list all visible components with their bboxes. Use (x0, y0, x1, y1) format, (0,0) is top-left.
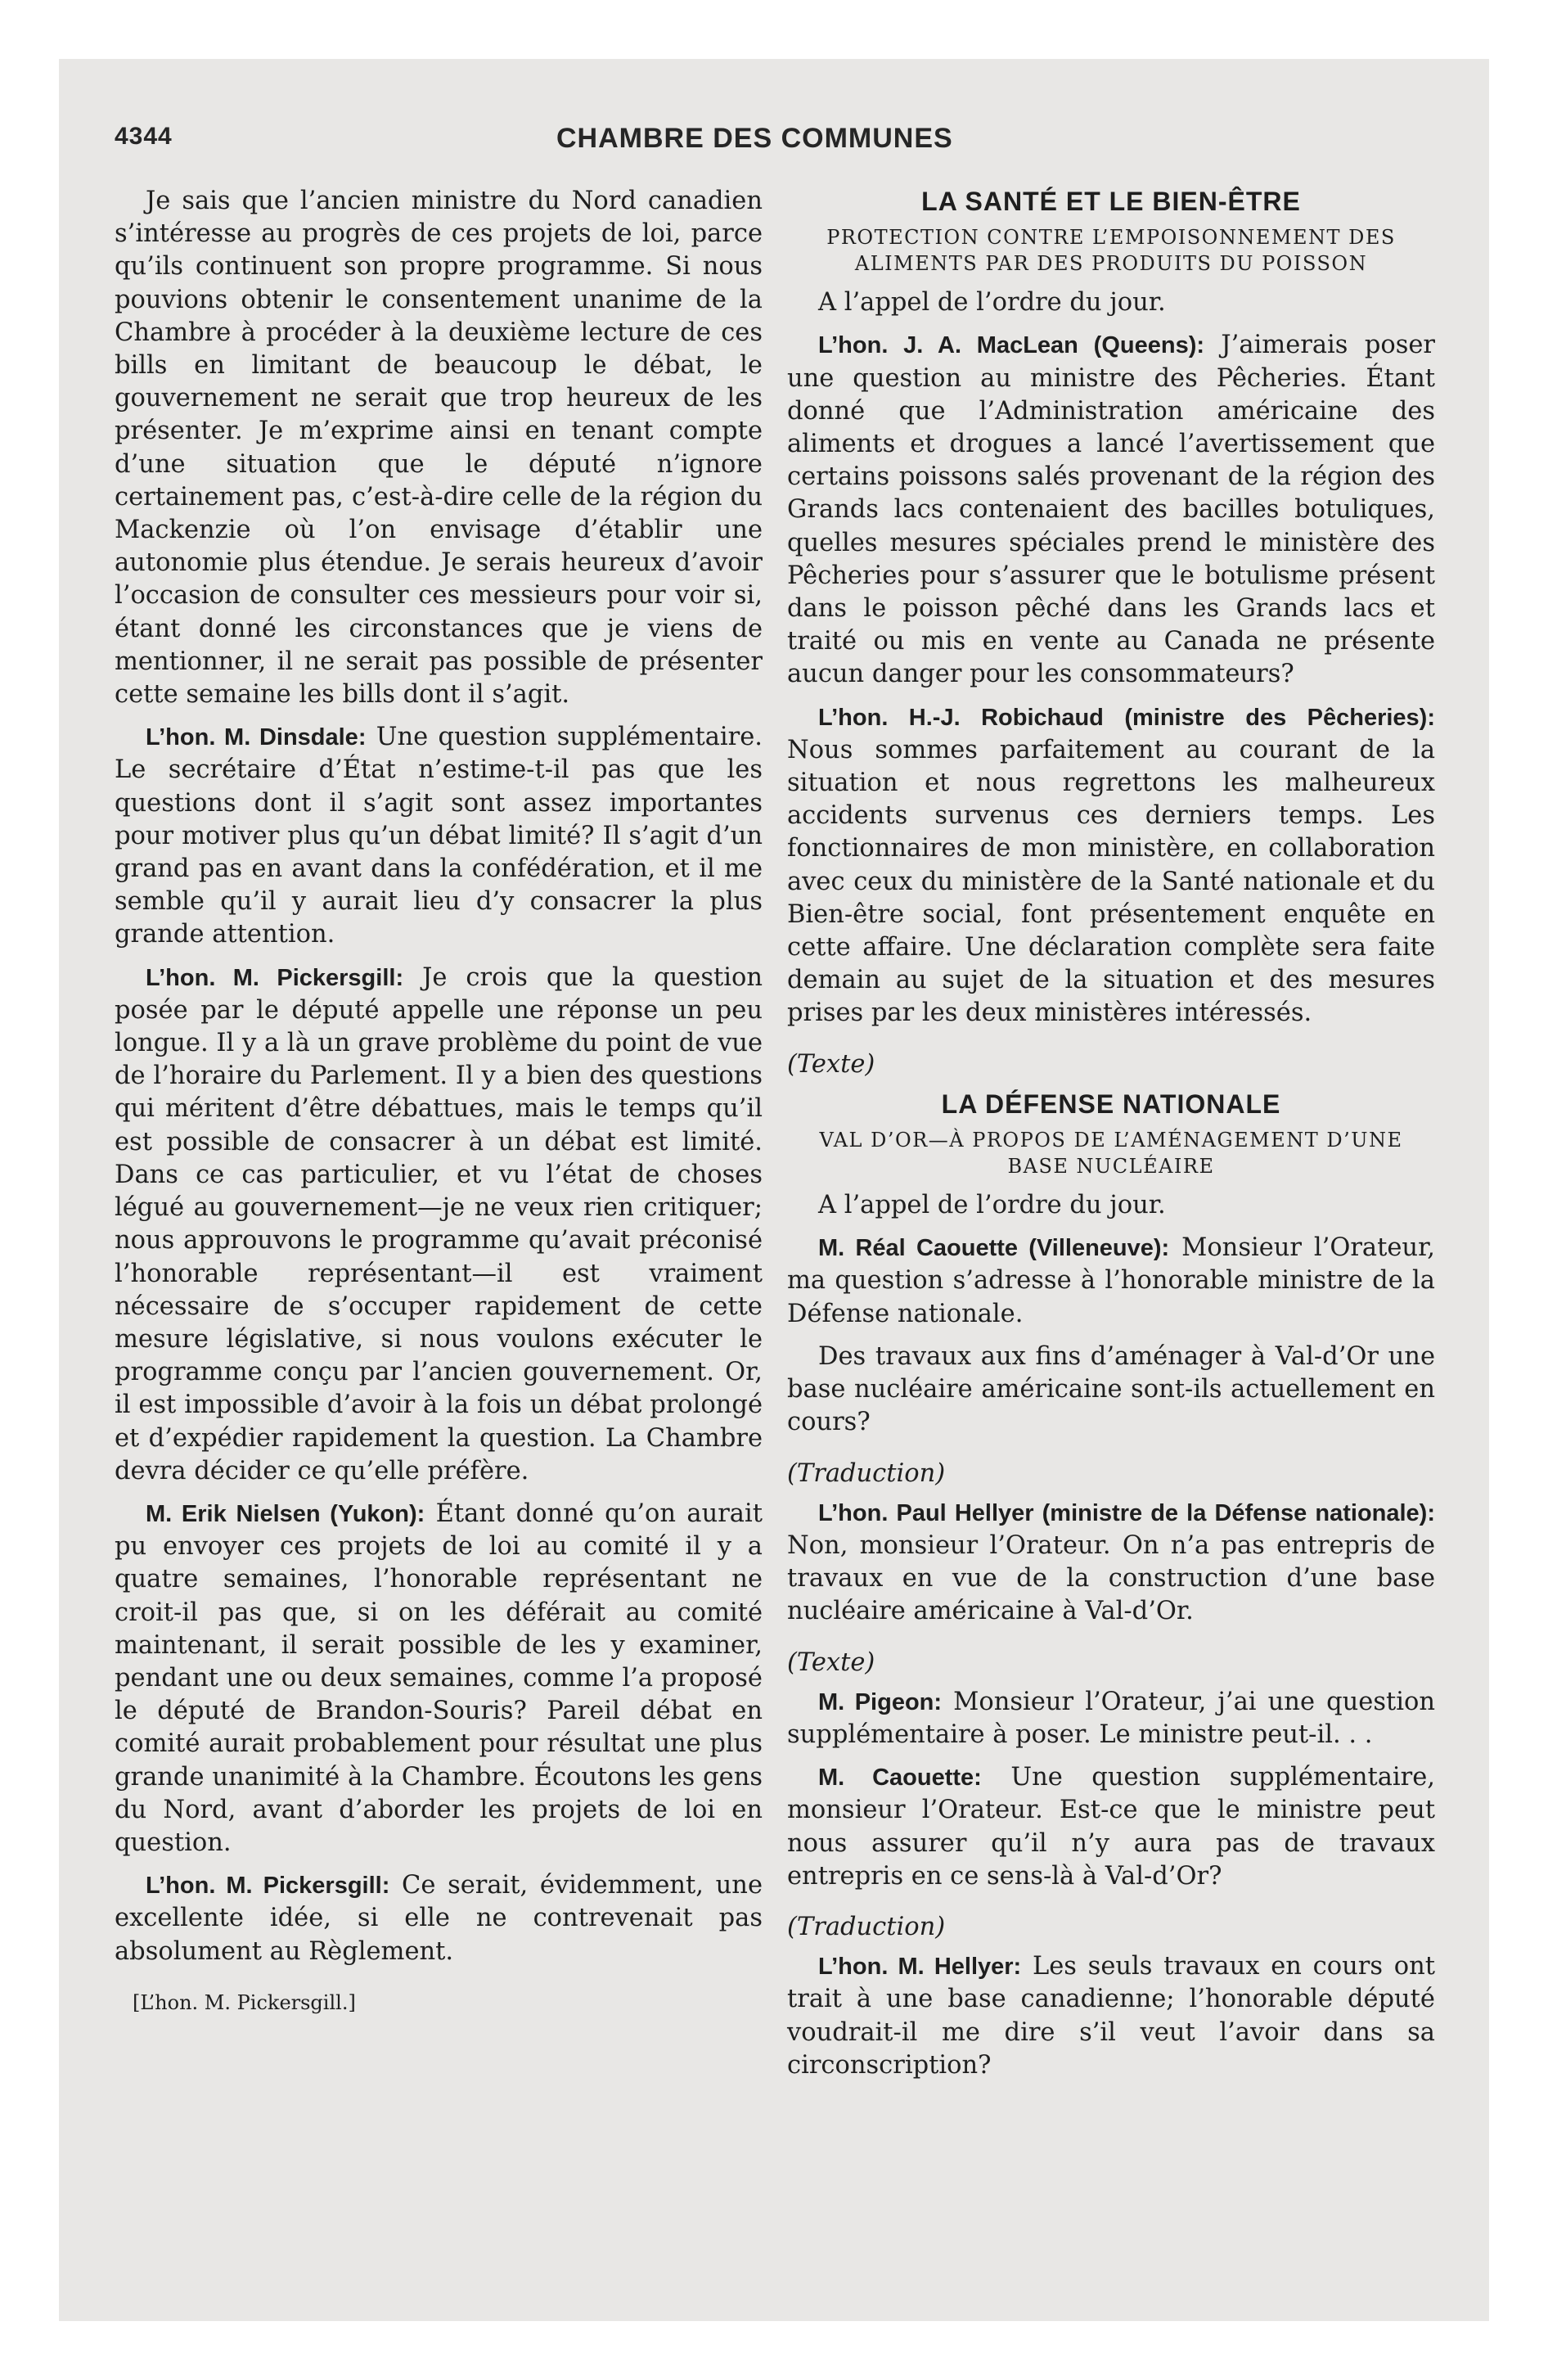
speaker-name: M. Réal Caouette (Villeneuve): (818, 1235, 1170, 1262)
language-note: (Texte) (787, 1049, 875, 1079)
speech-text: Les seuls travaux en cours ont trait à une base canadienne; l’honorable député voudrait-il me dire s’il veut l’avoir dans sa circonscription? (787, 1952, 1435, 2080)
speech-text: Non, monsieur l’Orateur. On n’a pas entrepris de travaux en vue de la construction d’une base nucléaire américaine à Val-d’Or. (787, 1530, 1435, 1626)
paragraph: A l’appel de l’ordre du jour. (818, 288, 1166, 318)
language-note: (Traduction) (787, 1912, 946, 1941)
speech-text: Monsieur l’Orateur, ma question s’adresse à l’honorable ministre de la Défense nationale. (787, 1233, 1435, 1328)
language-note: (Texte) (787, 1648, 875, 1677)
paragraph: A l’appel de l’ordre du jour. (818, 1191, 1166, 1220)
section-heading-health: LA SANTÉ ET LE BIEN-ÊTRE (921, 187, 1301, 216)
right-column (787, 185, 1435, 2092)
paragraph (115, 1498, 763, 1859)
speech-text: Une question supplémentaire, monsieur l’Orateur. Est-ce que le ministre peut nous assurer qu’il n’y aura pas de travaux entrepris en ce sens-là à Val-d’Or? (787, 1763, 1436, 1891)
page-header (115, 123, 1435, 164)
paragraph (115, 962, 763, 1488)
speech-text: Je crois que la question posée par le député appelle une réponse un peu longue. Il y a là un grave problème du point de vue de l’horaire du Parlement. Il y a bien des questions qui méritent d’être débattues, mais le temps qu’il est possible de consacrer à un débat est limité. Dans ce cas particulier, et vu l’état de choses légué au gouvernement—je ne veux rien critiquer; nous approuvons le programme qu’avait préconisé l’honorable représentant—il est vraiment nécessaire de s’occuper rapidement de cette mesure législative, si nous voulons exécuter le programme conçu par l’ancien gouvernement. Or, il est impossible d’avoir à la fois un débat prolongé et d’expédier rapidement la question. La Chambre devra décider ce qu’elle préfère. (115, 962, 763, 1485)
paragraph (115, 721, 763, 951)
section-heading-defence: LA DÉFENSE NATIONALE (941, 1089, 1281, 1119)
paragraph (787, 701, 1435, 1030)
paragraph (787, 1761, 1435, 1893)
paragraph (787, 329, 1435, 691)
speaker-name: L’hon. H.-J. Robichaud (ministre des Pêcheries): (818, 704, 1435, 731)
speaker-attribution: [L’hon. M. Pickersgill.] (133, 1990, 356, 2014)
speaker-name: L’hon. Paul Hellyer (ministre de la Défense nationale): (818, 1499, 1435, 1526)
speaker-name: M. Erik Nielsen (Yukon): (146, 1500, 425, 1527)
speaker-name: M. Caouette: (818, 1765, 982, 1792)
speaker-name: L’hon. M. Pickersgill: (146, 1873, 390, 1900)
speaker-name: L’hon. M. Pickersgill: (146, 964, 404, 991)
speaker-name: L’hon. M. Dinsdale: (146, 724, 367, 751)
paragraph: Je sais que l’ancien ministre du Nord canadien s’intéresse au progrès de ces projets de loi, parce qu’ils continuent son propre programme. Si nous pouvions obtenir le consentement unanime de la Chambre à procéder à la deuxième lecture de ces bills en limitant de beaucoup le débat, le gouvernement ne serait que trop heureux de les présenter. Je m’exprime ainsi en tenant compte d’une situation que le député n’ignore certainement pas, c’est-à-dire celle de la région du Mackenzie où l’on envisage d’établir une autonomie plus étendue. Je serais heureux d’avoir l’occasion de consulter ces messieurs pour voir si, étant donné les circonstances que je viens de mentionner, il ne serait pas possible de présenter cette semaine les bills dont il s’agit. (115, 187, 763, 710)
speech-text: Ce serait, évidemment, une excellente idée, si elle ne contrevenait pas absolument au Règlement. (115, 1871, 763, 1966)
paragraph (787, 1497, 1435, 1629)
speaker-name: M. Pigeon: (818, 1688, 943, 1715)
page-number: 4344 (115, 123, 173, 150)
running-title: CHAMBRE DES COMMUNES (556, 123, 953, 154)
subheading-food-poisoning: PROTECTION CONTRE L’EMPOISONNEMENT DES ALIMENTS PAR DES PRODUITS DU POISSON (826, 226, 1396, 276)
subheading-val-dor: VAL D’OR—À PROPOS DE L’AMÉNAGEMENT D’UNE BASE NUCLÉAIRE (819, 1129, 1403, 1179)
speech-text: J’aimerais poser une question au ministre des Pêcheries. Étant donné que l’Administration américaine des aliments et drogues a lancé l’avertissement que certains poissons salés provenant de la région des Grands lacs contenaient des bacilles botuliques, quelles mesures spéciales prend le ministère des Pêcheries pour s’assurer que le botulisme présent dans le poisson pêché dans les Grands lacs et traité ou mis en vente au Canada ne présente aucun danger pour les consommateurs? (787, 331, 1436, 689)
paragraph (787, 1232, 1435, 1331)
speaker-name: L’hon. J. A. MacLean (Queens): (818, 332, 1205, 359)
language-note: (Traduction) (787, 1458, 946, 1488)
speech-text: Nous sommes parfaitement au courant de la situation et nous regrettons les malheureux accidents survenus ces derniers temps. Les fonctionnaires de mon ministère, en collaboration avec ceux du ministère de la Santé nationale et du Bien-être social, font présentement enquête en cette affaire. Une déclaration complète sera faite demain au sujet de la situation et des mesures prises par les deux ministères intéressés. (787, 735, 1435, 1028)
paragraph (787, 1686, 1435, 1751)
speech-text: Monsieur l’Orateur, j’ai une question supplémentaire à poser. Le ministre peut-il. . . (787, 1687, 1436, 1749)
speech-text: Une question supplémentaire. Le secrétaire d’État n’estime-t-il pas que les questions dont il s’agit sont assez importantes pour motiver plus qu’un débat limité? Il s’agit d’un grand pas en avant dans la confédération, et il me semble qu’il y aurait lieu d’y consacrer la plus grande attention. (115, 723, 763, 949)
paragraph: Des travaux aux fins d’aménager à Val-d’Or une base nucléaire américaine sont-ils actuellement en cours? (787, 1341, 1435, 1437)
paragraph (787, 1950, 1435, 2082)
speech-text: Étant donné qu’on aurait pu envoyer ces projets de loi au comité il y a quatre semaines, l’honorable représentant ne croit-il pas que, si on les déférait au comité maintenant, il serait possible de les y examiner, pendant une ou deux semaines, comme l’a proposé le député de Brandon-Souris? Pareil débat en comité aurait probablement pour résultat une plus grande unanimité à la Chambre. Écoutons les gens du Nord, avant d’aborder les projets de loi en question. (115, 1499, 763, 1857)
speaker-name: L’hon. M. Hellyer: (818, 1954, 1022, 1981)
left-column (115, 185, 763, 2029)
paragraph (115, 1869, 763, 1968)
